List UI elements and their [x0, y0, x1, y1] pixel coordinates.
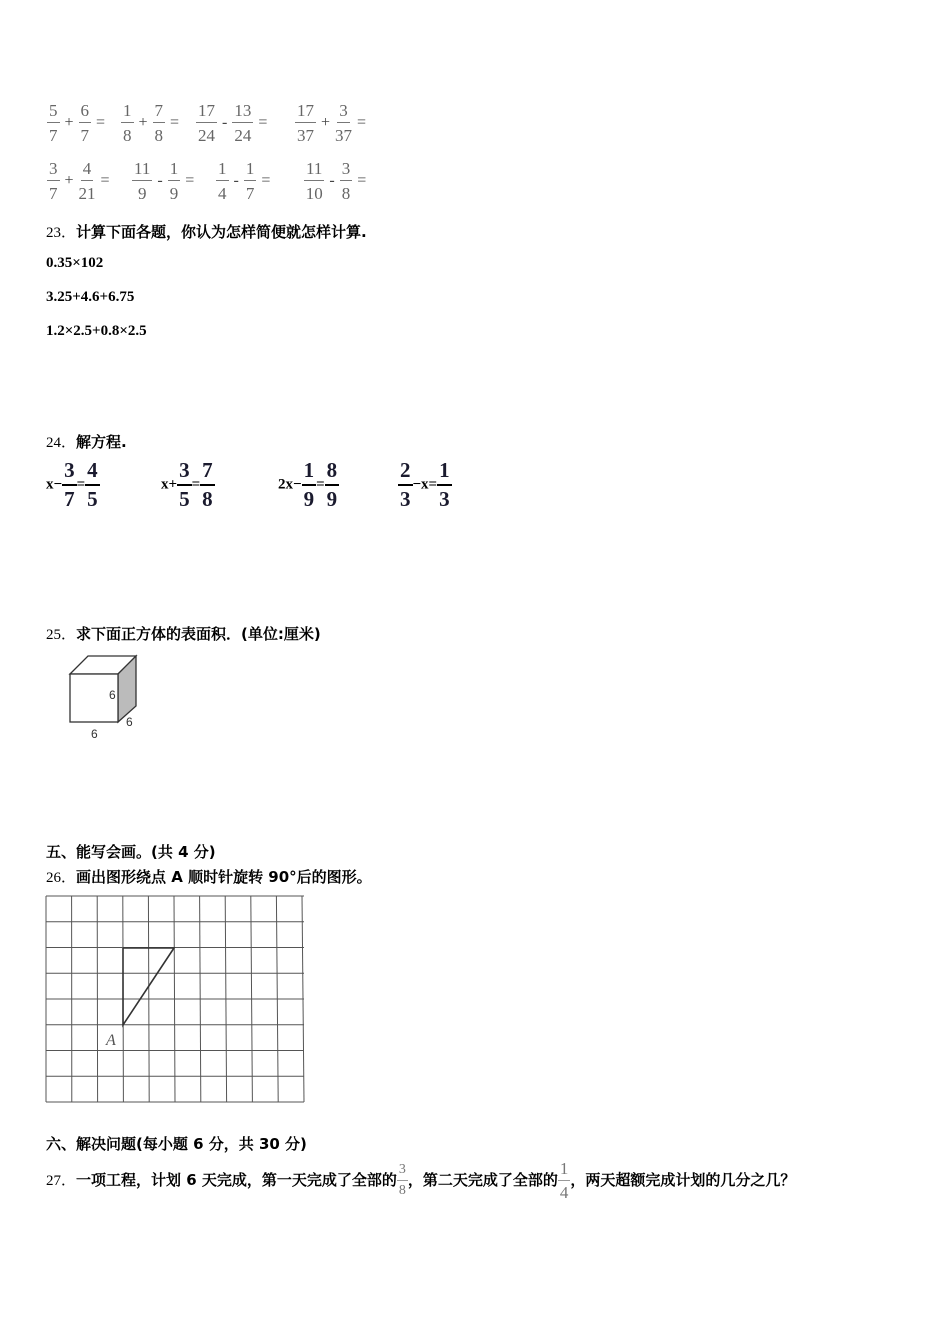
q23-item-1: 0.35×102 [46, 255, 104, 271]
equation-3 [278, 460, 339, 510]
operator: - [329, 172, 335, 189]
fraction-term: $\frac{13}{24}$ [234, 101, 252, 145]
fraction-term: $\frac{17}{24}$ [198, 101, 215, 145]
fraction-term: $\frac{6}{7}$ [80, 101, 90, 145]
fraction-term: $\frac{7}{8}$ [154, 101, 164, 145]
q23-item-3: 1.2×2.5+0.8×2.5 [46, 323, 147, 339]
fraction-expression [131, 160, 198, 202]
equals-sign: = [100, 172, 110, 189]
fraction-term: $\frac{1}{7}$ [245, 159, 255, 203]
q25-text: 求下面正方体的表面积．(单位:厘米) [76, 625, 321, 643]
q23-item-2: 3.25+4.6+6.75 [46, 289, 135, 305]
equation-3-pre: 2x− [278, 476, 302, 493]
equals-sign: = [185, 172, 195, 189]
equation-2-frac-1: $\frac{3}{5}$ [179, 458, 190, 511]
q27-part-2: ，第二天完成了全部的 [407, 1171, 558, 1189]
equation-1-frac-2: $\frac{4}{5}$ [87, 458, 98, 511]
q27-frac-2: $\frac{1}{4}$ [559, 1159, 569, 1202]
equals-sign: = [357, 114, 367, 131]
operator: - [222, 114, 228, 131]
equals-sign: = [261, 172, 271, 189]
fraction-expression [294, 102, 370, 144]
operator: + [321, 114, 331, 131]
equation-2-frac-2: $\frac{7}{8}$ [202, 458, 213, 511]
equation-4 [398, 460, 452, 510]
fraction-expression [120, 102, 183, 144]
q27-question [46, 1160, 795, 1201]
equation-1-pre: x− [46, 476, 63, 493]
q26-text: 画出图形绕点 A 顺时针旋转 90°后的图形。 [76, 868, 372, 886]
fraction-term: $\frac{3}{8}$ [341, 159, 351, 203]
q23-number: 23． [46, 225, 77, 241]
fraction-term: $\frac{1}{9}$ [169, 159, 179, 203]
equation-1-mid: = [76, 476, 86, 493]
fraction-expression [303, 160, 370, 202]
operator: - [157, 172, 163, 189]
q23-title [46, 221, 367, 242]
q24-title [46, 431, 127, 452]
equation-4-frac-2: $\frac{1}{3}$ [439, 458, 450, 511]
equation-1-frac-1: $\frac{3}{7}$ [64, 458, 75, 511]
cube-label-bottom: 6 [91, 727, 98, 741]
q24-number: 24． [46, 435, 77, 451]
cube-label-front: 6 [109, 688, 116, 702]
operator: + [64, 172, 74, 189]
rotation-grid [44, 894, 308, 1106]
q25-title [46, 623, 321, 644]
cube-label-side: 6 [126, 715, 133, 729]
q26-title [46, 866, 372, 887]
q25-number: 25． [46, 627, 77, 643]
fraction-expression [195, 102, 271, 144]
operator: - [233, 172, 239, 189]
equation-4-frac-1: $\frac{2}{3}$ [400, 458, 411, 511]
q23-text: 计算下面各题，你认为怎样简便就怎样计算. [76, 223, 367, 241]
equals-sign: = [258, 114, 268, 131]
q27-part-3: ，两天超额完成计划的几分之几？ [570, 1171, 796, 1189]
fraction-term: $\frac{4}{21}$ [78, 159, 96, 203]
q27-part-1: 一项工程，计划 6 天完成，第一天完成了全部的 [76, 1171, 397, 1189]
fraction-term: $\frac{11}{10}$ [305, 159, 323, 203]
fraction-expression [46, 102, 109, 144]
section-6-title: 六、解决问题(每小题 6 分，共 30 分) [46, 1135, 307, 1153]
fraction-term: $\frac{17}{37}$ [297, 101, 314, 145]
equation-3-frac-2: $\frac{8}{9}$ [326, 458, 338, 511]
q27-frac-1: $\frac{3}{8}$ [398, 1162, 406, 1198]
equation-2-mid: = [191, 476, 201, 493]
equation-1 [46, 460, 100, 510]
q24-text: 解方程. [76, 433, 127, 451]
q27-number: 27． [46, 1173, 77, 1189]
equation-3-frac-1: $\frac{1}{9}$ [303, 458, 315, 511]
equation-3-mid: = [316, 476, 325, 493]
equals-sign: = [357, 172, 367, 189]
fraction-term: $\frac{11}{9}$ [134, 159, 151, 203]
operator: + [138, 114, 148, 131]
cube-figure [60, 652, 150, 744]
q26-number: 26． [46, 870, 77, 886]
fraction-term: $\frac{3}{7}$ [49, 159, 58, 203]
equals-sign: = [170, 114, 180, 131]
fraction-term: $\frac{3}{37}$ [335, 101, 353, 145]
equation-4-mid: −x= [412, 476, 438, 493]
fraction-expression [46, 160, 114, 202]
fraction-term: $\frac{1}{4}$ [218, 159, 227, 203]
section-5-title: 五、能写会画。(共 4 分) [46, 843, 216, 861]
equals-sign: = [96, 114, 106, 131]
fraction-term: $\frac{1}{8}$ [123, 101, 132, 145]
fraction-expression [215, 160, 274, 202]
equation-2-pre: x+ [161, 476, 178, 493]
point-a-label: A [106, 1032, 116, 1049]
equation-2 [161, 460, 215, 510]
fraction-term: $\frac{5}{7}$ [49, 101, 58, 145]
operator: + [64, 114, 74, 131]
